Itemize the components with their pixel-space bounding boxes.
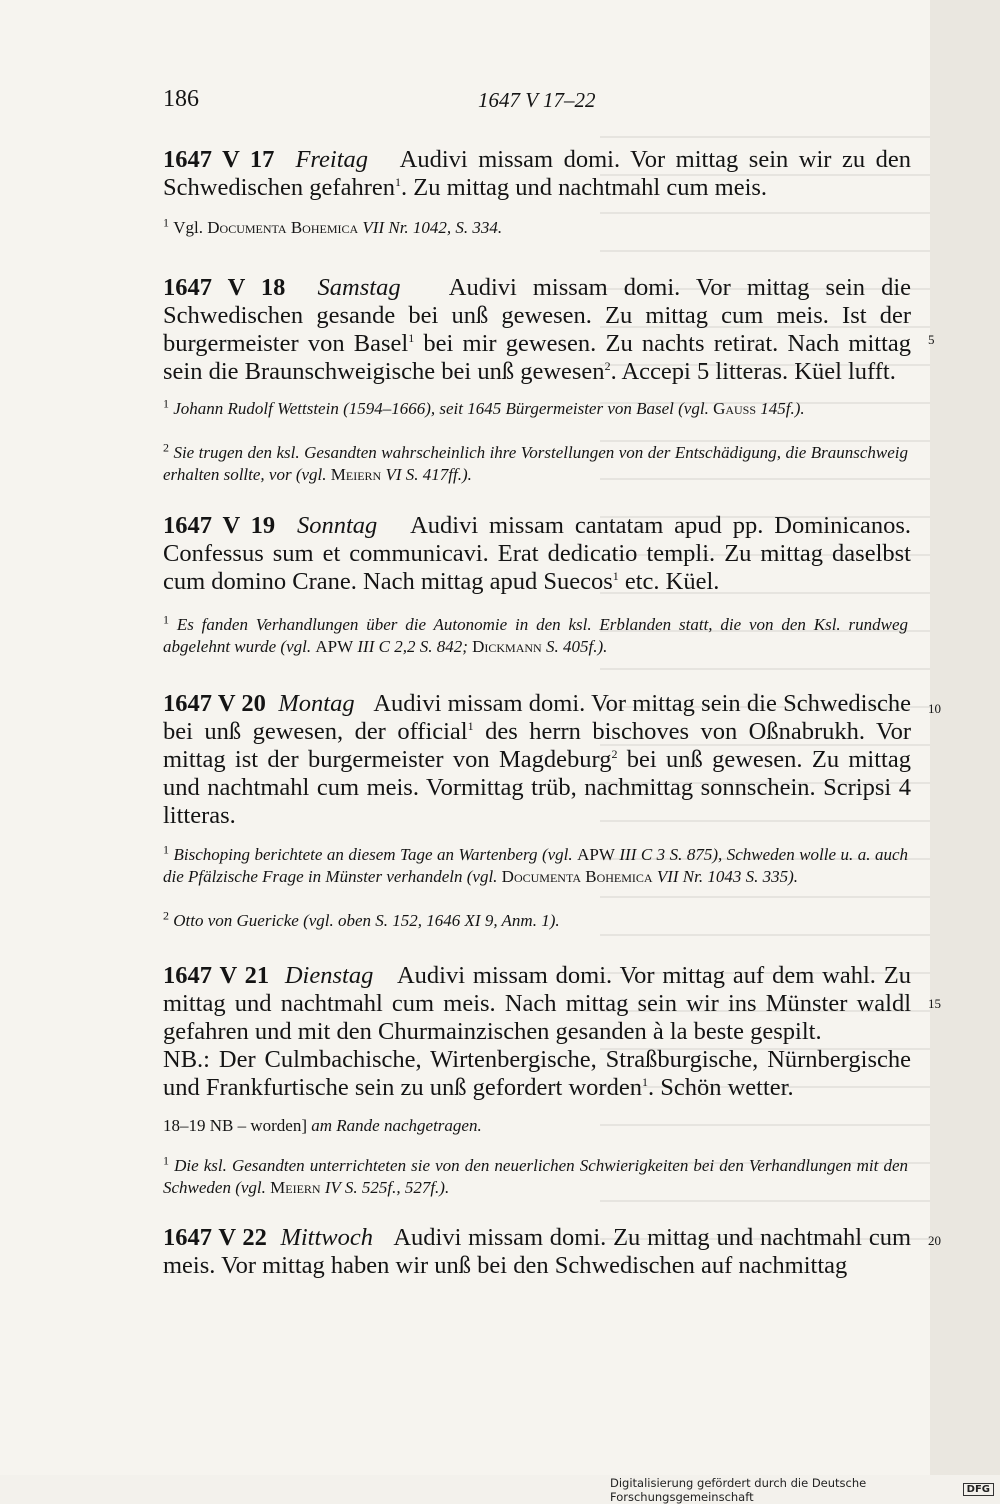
entry-text: bei mir gewesen. Zu nachts retirat. Nach mittag sein die Braunschweigische bei unß gewesen bbox=[163, 330, 912, 385]
footnote-text: 145f.). bbox=[756, 399, 805, 418]
entry-text: . Zu mittag und nachtmahl cum meis. bbox=[400, 174, 768, 201]
footnote-ref: 1 bbox=[394, 174, 401, 189]
footnote-ref: 1 bbox=[467, 718, 474, 733]
entry-day: Sonntag bbox=[297, 512, 378, 539]
entry-day: Mittwoch bbox=[280, 1224, 373, 1251]
line-number: 20 bbox=[928, 1233, 941, 1248]
footnote-text: Vgl. bbox=[173, 218, 208, 237]
entry-text: Audivi missam domi. Zu mittag und nachtmahl cum meis. Vor mittag haben wir unß bei den Schwedischen auf nachmittag bbox=[163, 1224, 911, 1279]
footnote-19-1 bbox=[163, 614, 908, 658]
footnote-text: S. 405f.). bbox=[541, 637, 608, 656]
entry-date: 1647 V 17 bbox=[163, 146, 275, 173]
footnote-author: Meiern bbox=[330, 465, 382, 484]
entry-date: 1647 V 19 bbox=[163, 512, 276, 539]
page-gutter bbox=[930, 0, 1000, 1475]
note-lemma: 18–19 NB – worden] bbox=[163, 1116, 308, 1135]
entry-text: . Schön wetter. bbox=[647, 1074, 794, 1101]
entry-day: Dienstag bbox=[284, 962, 374, 989]
textual-note-21 bbox=[163, 1115, 908, 1137]
footnote-abbrev: APW bbox=[577, 845, 615, 864]
footnote-number: 1 bbox=[163, 612, 169, 627]
entry-day: Samstag bbox=[317, 274, 401, 301]
note-text: am Rande nachgetragen. bbox=[307, 1116, 482, 1135]
footnote-20-1 bbox=[163, 844, 908, 888]
footnote-17-1 bbox=[163, 217, 908, 239]
footnote-text: Otto von Guericke (vgl. oben S. 152, 1646 XI 9, Anm. 1). bbox=[173, 911, 560, 930]
running-head: 1647 V 17–22 bbox=[478, 88, 596, 112]
footnote-author: Gauss bbox=[713, 399, 757, 418]
footer-text: Digitalisierung gefördert durch die Deutsche Forschungsgemeinschaft bbox=[610, 1475, 867, 1504]
footnote-text: VI S. 417ff.). bbox=[381, 465, 472, 484]
footnote-text: VII Nr. 1043 S. 335). bbox=[652, 867, 799, 886]
entry-text: Audivi missam domi. Vor mittag sein wir zu den Schwedischen gefahren bbox=[163, 146, 912, 201]
footnote-number: 1 bbox=[163, 842, 169, 857]
entry-1647-v-20 bbox=[163, 690, 911, 830]
footnote-text: Johann Rudolf Wettstein (1594–1666), seit 1645 Bürgermeister von Basel (vgl. bbox=[173, 399, 714, 418]
entry-date: 1647 V 22 bbox=[163, 1224, 267, 1251]
footnote-18-2 bbox=[163, 442, 908, 486]
entry-1647-v-17 bbox=[163, 146, 911, 202]
footnote-abbrev: APW bbox=[315, 637, 354, 656]
entry-1647-v-18 bbox=[163, 274, 911, 386]
footnote-ref: 1 bbox=[408, 330, 415, 345]
digitization-footer bbox=[610, 1475, 1000, 1504]
entry-text: NB.: Der Culmbachische, Wirtenbergische, Straßburgische, Nürnbergische und Frankfurtische sein zu unß gefordert worden bbox=[163, 1046, 911, 1101]
footnote-text: III C 3 S. 875), Schweden wolle u. a. auch die Pfälzische Frage in Münster verhandeln (vgl. bbox=[163, 845, 908, 886]
footnote-21-1 bbox=[163, 1155, 908, 1199]
entry-text: Audivi missam domi. Vor mittag sein die Schwedische bei unß gewesen, der official bbox=[163, 690, 911, 745]
entry-day: Freitag bbox=[295, 146, 369, 173]
entry-date: 1647 V 20 bbox=[163, 690, 266, 717]
footnote-text: Bischoping berichtete an diesem Tage an Wartenberg (vgl. bbox=[173, 845, 578, 864]
entry-1647-v-19 bbox=[163, 512, 911, 596]
footnote-number: 2 bbox=[163, 440, 169, 455]
footnote-text: IV S. 525f., 527f.). bbox=[320, 1178, 450, 1197]
footnote-18-1 bbox=[163, 398, 908, 420]
entry-1647-v-22 bbox=[163, 1224, 911, 1280]
footnote-text: III C 2,2 S. 842; bbox=[353, 637, 473, 656]
footnote-text: VII Nr. 1042, S. 334. bbox=[358, 218, 503, 237]
line-number: 5 bbox=[928, 332, 935, 347]
footnote-ref: 1 bbox=[612, 568, 619, 583]
footnote-ref: 1 bbox=[641, 1074, 648, 1089]
dfg-logo: DFG bbox=[963, 1483, 994, 1496]
footnote-ref: 2 bbox=[611, 746, 618, 761]
line-number: 10 bbox=[928, 701, 941, 716]
footnote-author: Documenta Bohemica bbox=[207, 218, 359, 237]
footnote-number: 1 bbox=[163, 215, 169, 230]
footnote-ref: 2 bbox=[604, 358, 611, 373]
footnote-number: 2 bbox=[163, 908, 169, 923]
entry-date: 1647 V 21 bbox=[163, 962, 270, 989]
entry-text: bei unß gewesen. Zu mittag und nachtmahl cum meis. Vormittag trüb, nachmittag sonnschein. Scripsi 4 litteras. bbox=[163, 746, 911, 829]
footnote-author: Meiern bbox=[270, 1178, 321, 1197]
entry-text: Audivi missam cantatam apud pp. Dominicanos. Confessus sum et communicavi. Erat dedicatio templi. Zu mittag daselbst cum domino Crane. Nach mittag apud Suecos bbox=[163, 512, 912, 595]
footnote-number: 1 bbox=[163, 396, 169, 411]
entry-text: . Accepi 5 litteras. Küel lufft. bbox=[610, 358, 896, 385]
footnote-20-2 bbox=[163, 910, 908, 932]
entry-text: Audivi missam domi. Vor mittag sein die Schwedischen gesande bei unß gewesen. Zu mittag cum meis. Ist der burgermeister von Basel bbox=[163, 274, 912, 357]
line-number: 15 bbox=[928, 996, 941, 1011]
entry-text: des herrn bischoves von Oßnabrukh. Vor mittag ist der burgermeister von Magdeburg bbox=[163, 718, 911, 773]
entry-1647-v-21 bbox=[163, 962, 911, 1102]
footnote-number: 1 bbox=[163, 1153, 169, 1168]
footnote-author: Documenta Bohemica bbox=[501, 867, 653, 886]
footnote-text: Sie trugen den ksl. Gesandten wahrscheinlich ihre Vorstellungen von der Entschädigung, die Braunschweig erhalten sollte, vor (vgl. bbox=[163, 443, 908, 484]
page-number: 186 bbox=[163, 86, 199, 112]
entry-text: Audivi missam domi. Vor mittag auf dem wahl. Zu mittag und nachtmahl cum meis. Nach mittag sein wir ins Münster waldl gefahren und mit den Churmainzischen gesanden à la beste gespilt. bbox=[163, 962, 912, 1045]
footnote-text: Es fanden Verhandlungen über die Autonomie in den ksl. Erblanden statt, die von den Ksl. rundweg abgelehnt wurde (vgl. bbox=[163, 615, 908, 656]
footnote-text: Die ksl. Gesandten unterrichteten sie von den neuerlichen Schwierigkeiten bei den Verhandlungen mit den Schweden (vgl. bbox=[163, 1156, 908, 1197]
entry-text: etc. Küel. bbox=[618, 568, 720, 595]
entry-day: Montag bbox=[278, 690, 355, 717]
footnote-author: Dickmann bbox=[472, 637, 542, 656]
entry-date: 1647 V 18 bbox=[163, 274, 286, 301]
